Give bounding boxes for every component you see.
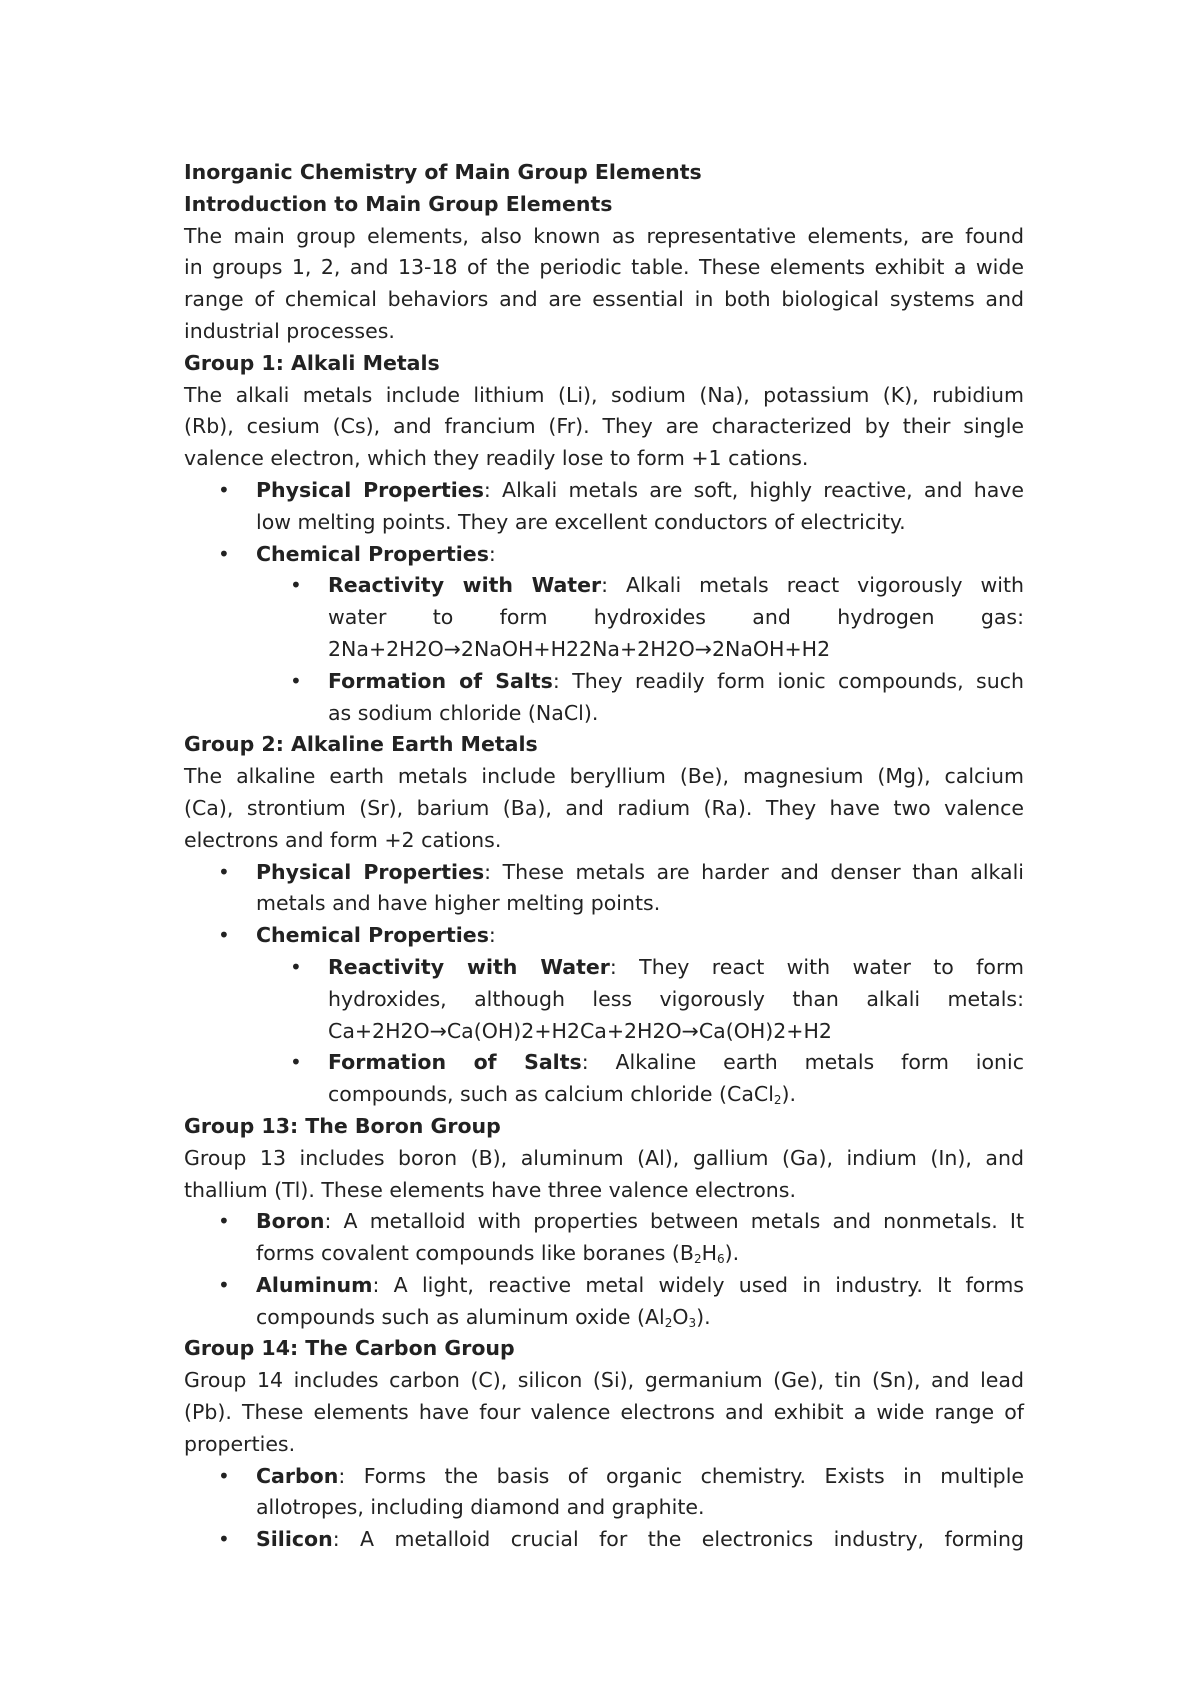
list-item: • Boron: A metalloid with properties between metals and nonmetals. It (184, 1206, 1024, 1238)
document-body (184, 157, 1024, 1556)
bullet-icon (290, 952, 302, 984)
document-title: Inorganic Chemistry of Main Group Elements (184, 160, 702, 184)
paragraph-line: industrial processes. (184, 318, 395, 343)
list-item: • Physical Properties: Alkali metals are soft, highly reactive, and have (184, 475, 1024, 507)
paragraph-line: The main group elements, also known as representative elements, are found (184, 223, 1024, 248)
paragraph-line: range of chemical behaviors and are essential in both biological systems and (184, 287, 1024, 312)
bullet-icon (218, 920, 230, 952)
sub-list-item: • Reactivity with Water: Alkali metals react vigorously with (184, 570, 1024, 602)
section-heading-group1: Group 1: Alkali Metals (184, 350, 440, 375)
section-heading-group13: Group 13: The Boron Group (184, 1113, 501, 1138)
section-heading-intro: Introduction to Main Group Elements (184, 191, 613, 216)
list-item-continuation: compounds such as aluminum oxide $(Al_2O_3)$. (256, 1304, 711, 1330)
sub-list-item-continuation: water to form hydroxides and hydrogen gas: (328, 605, 1024, 630)
bullet-icon (290, 1047, 302, 1079)
bullet-icon (290, 570, 302, 602)
bullet-icon (218, 1461, 230, 1493)
bullet-icon (218, 475, 230, 507)
list-item-continuation: forms covalent compounds like boranes $(B_2H_6)$. (256, 1241, 740, 1267)
bullet-icon (290, 666, 302, 698)
equation-line: Ca+2H2O→Ca(OH)2+H2Ca+2H2O→Ca(OH)2+H2 (328, 1018, 832, 1043)
list-item-continuation: allotropes, including diamond and graphite. (256, 1495, 705, 1520)
paragraph-line: properties. (184, 1431, 296, 1456)
bullet-icon (218, 1270, 230, 1302)
sub-list-item-continuation: hydroxides, although less vigorously than alkali metals: (328, 986, 1024, 1011)
bullet-icon (218, 1524, 230, 1556)
paragraph-line: thallium (Tl). These elements have three valence electrons. (184, 1177, 796, 1202)
bullet-icon (218, 857, 230, 889)
list-item: • Chemical Properties: (184, 920, 1024, 952)
sub-list-item-continuation: compounds, such as calcium chloride (CaCl$_2$). (328, 1082, 797, 1108)
paragraph-line: (Pb). These elements have four valence electrons and exhibit a wide range of (184, 1400, 1024, 1425)
sub-list-item: • Formation of Salts: They readily form ionic compounds, such (184, 666, 1024, 698)
paragraph-line: in groups 1, 2, and 13-18 of the periodic table. These elements exhibit a wide (184, 255, 1024, 280)
list-item: • Silicon: A metalloid crucial for the electronics industry, forming (184, 1524, 1024, 1556)
paragraph-line: valence electron, which they readily lose to form +1 cations. (184, 446, 809, 471)
list-item: • Chemical Properties: (184, 539, 1024, 571)
bullet-icon (218, 539, 230, 571)
list-item-continuation: low melting points. They are excellent conductors of electricity. (256, 509, 906, 534)
list-item: • Aluminum: A light, reactive metal widely used in industry. It forms (184, 1270, 1024, 1302)
paragraph-line: The alkaline earth metals include beryllium (Be), magnesium (Mg), calcium (184, 764, 1024, 789)
list-item-continuation: metals and have higher melting points. (256, 891, 661, 916)
paragraph-line: (Ca), strontium (Sr), barium (Ba), and radium (Ra). They have two valence (184, 795, 1024, 820)
bullet-icon (218, 1206, 230, 1238)
list-item: • Carbon: Forms the basis of organic chemistry. Exists in multiple (184, 1461, 1024, 1493)
equation-line: 2Na+2H2O→2NaOH+H22Na+2H2O→2NaOH+H2 (328, 636, 831, 661)
section-heading-group14: Group 14: The Carbon Group (184, 1336, 515, 1361)
paragraph-line: (Rb), cesium (Cs), and francium (Fr). They are characterized by their single (184, 414, 1024, 439)
paragraph-line: Group 13 includes boron (B), aluminum (Al), gallium (Ga), indium (In), and (184, 1145, 1024, 1170)
list-item: • Physical Properties: These metals are harder and denser than alkali (184, 857, 1024, 889)
paragraph-line: electrons and form +2 cations. (184, 827, 502, 852)
paragraph-line: Group 14 includes carbon (C), silicon (Si), germanium (Ge), tin (Sn), and lead (184, 1368, 1024, 1393)
sub-list-item: • Reactivity with Water: They react with water to form (184, 952, 1024, 984)
sub-list-item-continuation: as sodium chloride (NaCl). (328, 700, 599, 725)
paragraph-line: The alkali metals include lithium (Li), sodium (Na), potassium (K), rubidium (184, 382, 1024, 407)
sub-list-item: • Formation of Salts: Alkaline earth metals form ionic (184, 1047, 1024, 1079)
section-heading-group2: Group 2: Alkaline Earth Metals (184, 732, 538, 757)
